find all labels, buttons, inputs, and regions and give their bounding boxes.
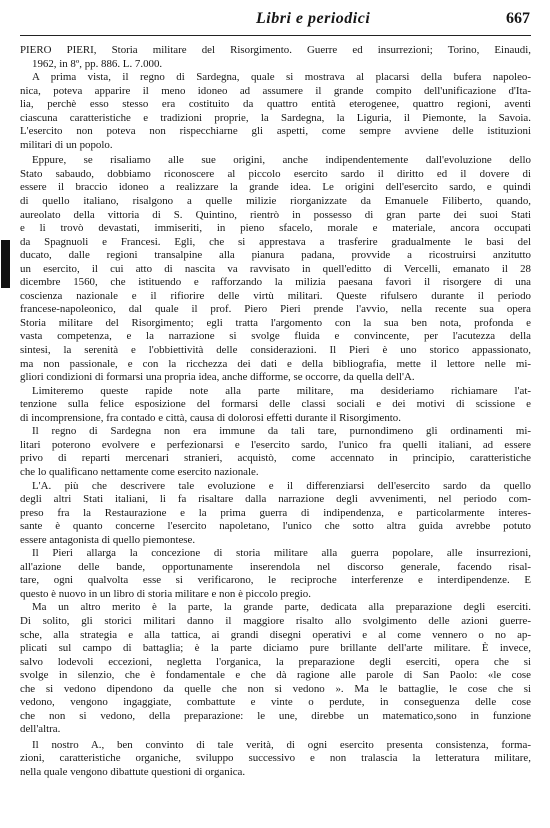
text-line: un esercito, il cui atto di nascita va ravvisato in quell'editto di Vercelli, emanato il 28 [20, 262, 531, 275]
text-line: tare, ogni qualvolta esse si verificarono, le reciproche interferenze e interdipendenze. E [20, 574, 531, 587]
text-line: tenzione sulla felice esposizione del formarsi delle classi sociali e dei motivi di scissione e [20, 398, 531, 411]
text-line: dicembre 1560, che istituendo e rafforzando la milizia paesana favorì il risorgere di una [20, 276, 531, 289]
text-line: litari poterono evolvere e perfezionarsi e l'esercito sardo, l'unico fra quelli italiani, ad essere [20, 438, 531, 451]
header-rule [20, 35, 531, 36]
text-line: Ma un altro merito è la parte, la grande parte, dedicata alla preparazione degli eserciti. [32, 601, 531, 614]
citation-line: 1962, in 8º, pp. 886. L. 7.000. [32, 57, 163, 70]
text-line: essere il braccio idoneo a realizzare la grande idea. Le origini dell'esercito sardo, e quindi [20, 181, 531, 194]
text-line: Storia militare del Risorgimento; egli tratta l'argomento con la sua ben nota, profonda e [20, 316, 531, 329]
text-line: all'azione delle bande, opportunamente inserendola nel discorso generale, facendo risal- [20, 560, 531, 573]
text-line: questo è nuovo in un libro di storia militare e non è piccolo pregio. [20, 587, 311, 600]
text-line: degli altri Stati italiani, li fa risaltare dalla narrazione degli avvenimenti, nel periodo com- [20, 493, 531, 506]
text-line: aureolato della vittoria di S. Quintino, rientrò in possesso di gran parte dei suoi Stati [20, 208, 531, 221]
citation-line: PIERO PIERI, Storia militare del Risorgimento. Guerre ed insurrezioni; Torino, Einaudi, [20, 44, 531, 56]
text-line: gliori condizioni di formarsi una propria idea, anche difforme, se occorre, da quella dell'A. [20, 371, 415, 384]
text-line: coscienza nazionale e il rifiorire delle virtù militari. Queste rifulsero durante il periodo [20, 289, 531, 302]
text-line: Di solito, gli storici militari danno il maggiore risalto allo svolgimento delle azioni guerre- [20, 614, 531, 627]
text-line: privo di reparti mercenari stranieri, acquistò, come accennato in principio, caratteristiche [20, 452, 531, 465]
text-line: dell'altra. [20, 723, 61, 736]
text-line: svolge in silenzio, che è fondamentale e che dà ragione alle parole di San Paolo: «le cose [20, 669, 531, 682]
text-line: sche, alla strategia e alla tattica, ai grandi disegni operativi e al come vennero o no ap- [20, 628, 531, 641]
text-line: Il nostro A., ben convinto di tale verità, di ogni esercito presenta consistenza, forma- [32, 738, 531, 751]
text-line: Il regno di Sardegna non era immune da tali tare, purnondimeno gli ordinamenti mi- [32, 425, 531, 438]
text-line: sintesi, la serenità e l'obbiettività delle considerazioni. Il Pieri è uno storico appassionato, [20, 344, 531, 357]
text-line: ciascuna caratteristiche e tradizioni proprie, la Sardegna, la Liguria, il Piemonte, la Savoia. [20, 111, 531, 124]
text-line: plicati sul campo di battaglia; è la parte diciamo pure brillante dell'arte militare. È invece, [20, 642, 531, 655]
text-line: nica, poteva apparire il meno idoneo ad assumere il grande compito dell'unificazione d'Ita- [20, 84, 531, 97]
text-line: essere antagonista di quello piemontese. [20, 533, 196, 546]
text-line: ma non passionale, e con la ricchezza dei dati e della bibliografia, mette il lettore nelle mi- [20, 357, 531, 370]
text-line: Eppure, se risaliamo alle sue origini, anche indipendentemente dall'evoluzione dello [32, 154, 531, 167]
review-body [20, 44, 531, 780]
text-line: L'A. più che descrivere tale evoluzione e il differenziarsi dell'esercito sardo da quello [32, 479, 531, 492]
text-line: salvo lodevoli eccezioni, negletta l'organica, la preparazione degli eserciti, opera che si [20, 655, 531, 668]
text-line: L'esercito non poteva non rispecchiarne gli aspetti, come sempre avviene delle istituzioni [20, 125, 531, 138]
text-line: ducato, dalle regioni transalpine alla pianura padana, provvide a ricostruirsi anzitutto [20, 249, 531, 262]
margin-marker [1, 240, 10, 288]
text-line: vasta competenza, e la narrazione si svolge fluida e convincente, per l'acutezza della [20, 330, 531, 343]
text-line: vedono, vengono ingaggiate, combattute e vinte o perdute, in conseguenza delle cose [20, 696, 531, 709]
text-line: Stato sabaudo, dobbiamo riconoscere al piccolo esercito sardo il diritto ed il dovere di [20, 167, 531, 180]
text-line: preso fra la Restaurazione e la prima guerra di indipendenza, e particolarmente interes- [20, 506, 531, 519]
text-line: zioni, caratteristiche organiche, sviluppo successivo e non tralascia la letteratura militare, [20, 752, 531, 765]
running-header [30, 10, 530, 34]
text-line: militari di un popolo. [20, 138, 113, 151]
text-line: di incomprensione, fra contado e città, causa di dolorosi effetti durante il Risorgimento. [20, 411, 401, 424]
text-line: francese-napoleonico, dal quale il prof. Piero Pieri prende l'avvio, nella recente sua opera [20, 303, 531, 316]
text-line: lia, perchè esso stesso era costituito da quattro entità eterogenee, quattro regioni, aventi [20, 98, 531, 111]
text-line: e li trovò devastati, immiseriti, in pieno sfacelo, morale e materiale, ancora occupati [20, 222, 531, 235]
text-line: Il Pieri allarga la concezione di storia militare alla guerra popolare, alle insurrezioni, [32, 547, 531, 560]
text-line: da Spagnuoli e Francesi. Egli, che si apprestava a trasferire gradualmente le basi del [20, 235, 531, 248]
text-line: A prima vista, il regno di Sardegna, quale si mostrava al placarsi della bufera napoleo- [32, 71, 531, 84]
text-line: che si vedono dipendono da quelle che non si vedono ». Ma le battaglie, le cose che si [20, 682, 531, 695]
text-line: che lo qualificano nettamente come esercito nazionale. [20, 465, 259, 478]
text-line: di quello italiano, risalgono a quelle milizie riorganizzate da Emanuele Filiberto, quando, [20, 195, 531, 208]
running-title: Libri e periodici [256, 10, 371, 27]
text-line: che non si vedono, della preparazione: le une, direbbe un matematico,sono in funzione [20, 709, 531, 722]
text-line: sante è quanto concerne l'esercito napoletano, l'unico che sotto altra guida avrebbe potuto [20, 520, 531, 533]
page-number: 667 [506, 10, 530, 27]
text-line: Limiteremo queste rapide note alla parte militare, ma desideriamo richiamare l'at- [32, 384, 531, 397]
text-line: nella quale vengono dibattute questioni di organica. [20, 765, 246, 778]
